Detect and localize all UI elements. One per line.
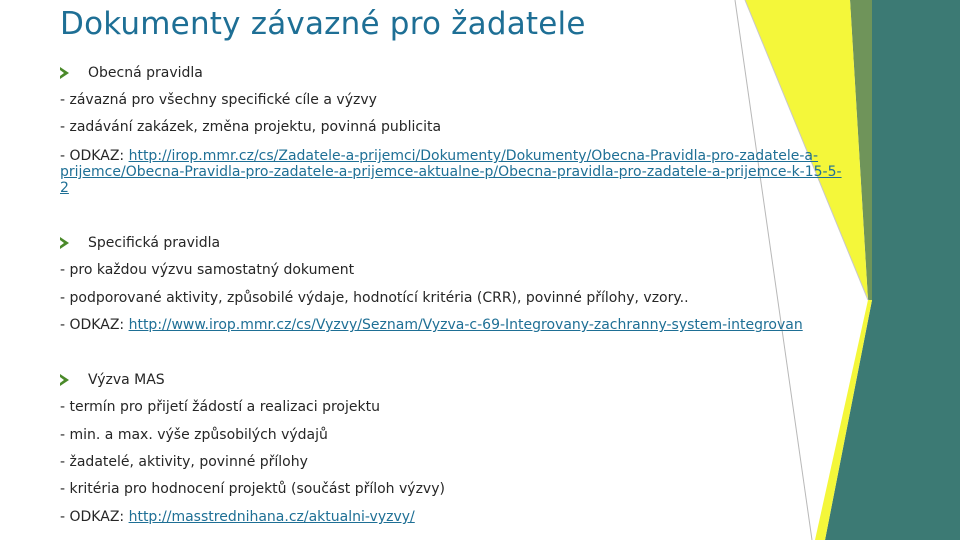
arrow-bullet-icon <box>60 374 69 386</box>
link-prefix: - ODKAZ: <box>60 148 129 164</box>
section-line: - termín pro přijetí žádostí a realizaci projektu <box>60 399 380 415</box>
link-prefix: - ODKAZ: <box>60 509 129 525</box>
rules-link[interactable]: http://irop.mmr.cz/cs/Zadatele-a-prijemci/Dokumenty/Dokumenty/Obecna-Pravidla-pro-zadatele-a-prijemce/Obecna-Pravidla-pro-zadatele-a-prijemce-aktualne-p/Obecna-pravidla-pro-zadatele-a-prijemce-k-15-5-2 <box>60 148 842 196</box>
section-heading-label: Obecná pravidla <box>88 65 203 81</box>
section-line: - pro každou výzvu samostatný dokument <box>60 262 355 278</box>
call-69-link[interactable]: http://www.irop.mmr.cz/cs/Vyzvy/Seznam/Vyzva-c-69-Integrovany-zachranny-system-integrovan <box>128 317 803 333</box>
slide-title: Dokumenty závazné pro žadatele <box>60 6 586 42</box>
link-prefix: - ODKAZ: <box>60 317 129 333</box>
section-link-line <box>60 148 850 196</box>
section-link-line <box>60 509 415 525</box>
arrow-bullet-icon <box>60 237 69 249</box>
arrow-bullet-icon <box>60 67 69 79</box>
section-heading-label: Specifická pravidla <box>88 235 221 251</box>
section-line: - podporované aktivity, způsobilé výdaje, hodnotící kritéria (CRR), povinné přílohy, vzory.. <box>60 290 689 306</box>
section-line: - kritéria pro hodnocení projektů (součást příloh výzvy) <box>60 481 445 497</box>
section-line: - žadatelé, aktivity, povinné přílohy <box>60 454 308 470</box>
section-line: - závazná pro všechny specifické cíle a výzvy <box>60 92 377 108</box>
section-heading-label: Výzva MAS <box>88 372 165 388</box>
section-line: - zadávání zakázek, změna projektu, povinná publicita <box>60 119 442 135</box>
mas-calls-link[interactable]: http://masstrednihana.cz/aktualni-vyzvy/ <box>128 509 415 525</box>
section-line: - min. a max. výše způsobilých výdajů <box>60 427 328 443</box>
section-link-line <box>60 317 850 333</box>
